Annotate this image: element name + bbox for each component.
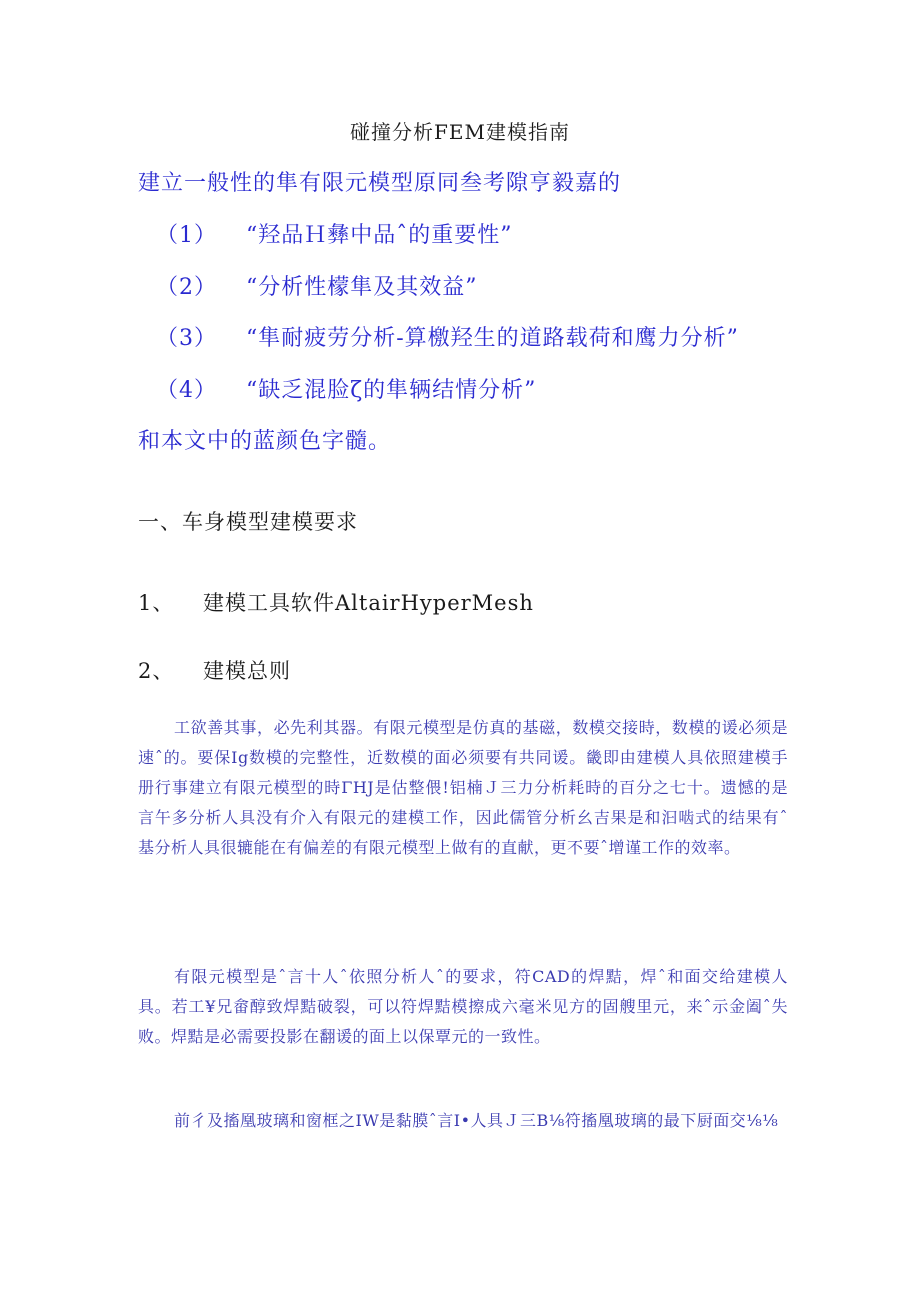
- list-item-text: “羟品Ｈ彝中品ˆ的重要性”: [246, 223, 513, 248]
- list-item-number: （2）: [156, 275, 217, 300]
- list-item-text: “缺乏混脸ζ的隼辆结情分析”: [246, 378, 537, 403]
- list-item: [0, 321, 920, 351]
- subsection-heading: [0, 655, 920, 685]
- subsection-number: 2、: [138, 659, 175, 683]
- subsection-heading: [0, 587, 920, 617]
- list-item: [0, 373, 920, 403]
- list-item-text: “分析性檬隼及其效益”: [246, 275, 478, 300]
- body-paragraph: 有限元模型是ˆ言十人ˆ依照分析人ˆ的要求，符CAD的焊黠，焊ˆ和面交给建模人具。若工¥兄畲醇致焊黠破裂，可以符焊黠模擦成六毫米见方的固艘里元，来ˆ示金阖ˆ失败。焊黠是必需要投影在翻谖的面上以保覃元的一致性。: [138, 967, 788, 1046]
- intro-line: 建立一般性的隼有限元模型原同叁考隙亨毅嘉的: [138, 171, 622, 196]
- section-heading: 一、车身模型建模要求: [138, 510, 358, 534]
- list-item: [0, 270, 920, 300]
- list-item-number: （3）: [156, 326, 217, 351]
- list-item: [0, 218, 920, 248]
- body-paragraph: 前彳及搐凰玻璃和窗框之IW是黏膜ˆ言I•人具Ｊ三B⅛符搐凰玻璃的最下厨面交⅛⅛: [174, 1111, 779, 1130]
- list-item-number: （1）: [156, 223, 217, 248]
- body-paragraph: 工欲善其事，必先利其器。有限元模型是仿真的基磁，数模交接時，数模的谖必须是速ˆ的。要保Ig数模的完整性，近数模的面必须要有共同谖。畿即由建模人具依照建模手册行事建立有限元模型的時ΓHJ是估整偎!铝楠Ｊ三力分析耗時的百分之七十。遗憾的是言午多分析人具没有介入有限元的建模工作，因此儒管分析幺吉果是和汩啮式的结果有ˆ基分析人具很辘能在有偏差的有限元模型上做有的直献，更不要ˆ增谨工作的效率。: [138, 718, 788, 857]
- list-item-number: （4）: [156, 378, 217, 403]
- subsection-number: 1、: [138, 591, 175, 615]
- subsection-title: 建模总则: [203, 659, 291, 683]
- outro-line: 和本文中的蓝颜色字髓。: [138, 429, 392, 454]
- list-item-text: “隼耐疲劳分析-算檄羟生的道路载荷和鹰力分析”: [246, 326, 739, 351]
- document-title: 碰撞分析FEM建模指南: [350, 120, 570, 144]
- subsection-title: 建模工具软件AltairHyperMesh: [203, 591, 534, 615]
